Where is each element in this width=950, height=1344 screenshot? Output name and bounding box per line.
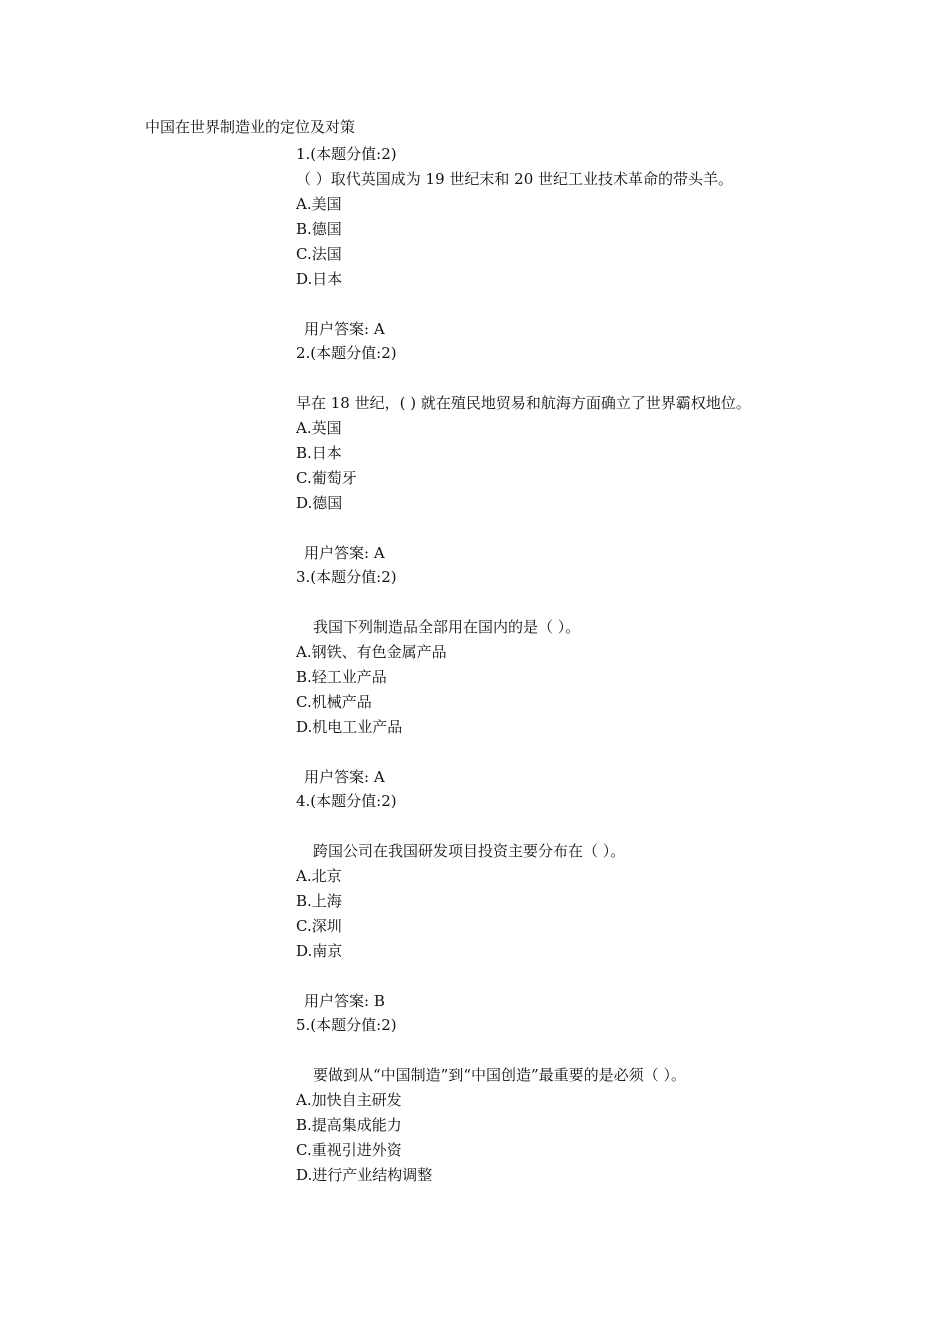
question-header: 4.(本题分值:2) bbox=[296, 792, 397, 810]
question-header: 3.(本题分值:2) bbox=[296, 568, 397, 586]
question-text: （ ）取代英国成为 19 世纪末和 20 世纪工业技术革命的带头羊。 bbox=[296, 170, 734, 188]
option-a: A.美国 bbox=[296, 195, 342, 213]
question-text: 要做到从“中国制造”到“中国创造”最重要的是必须（ ）。 bbox=[313, 1066, 686, 1084]
question-3 bbox=[296, 565, 896, 790]
option-b: B.日本 bbox=[296, 444, 342, 462]
option-a: A.加快自主研发 bbox=[296, 1091, 402, 1109]
question-text: 早在 18 世纪，( ) 就在殖民地贸易和航海方面确立了世界霸权地位。 bbox=[296, 394, 751, 412]
question-header: 1.(本题分值:2) bbox=[296, 145, 397, 163]
option-b: B.提高集成能力 bbox=[296, 1116, 402, 1134]
option-d: D.进行产业结构调整 bbox=[296, 1166, 433, 1184]
option-d: D.德国 bbox=[296, 494, 343, 512]
question-1 bbox=[296, 142, 896, 342]
option-b: B.上海 bbox=[296, 892, 342, 910]
document-title: 中国在世界制造业的定位及对策 bbox=[145, 118, 356, 136]
option-c: C.机械产品 bbox=[296, 693, 372, 711]
user-answer: 用户答案: B bbox=[304, 992, 385, 1010]
question-2 bbox=[296, 341, 896, 566]
option-d: D.日本 bbox=[296, 270, 343, 288]
option-d: D.机电工业产品 bbox=[296, 718, 403, 736]
option-c: C.深圳 bbox=[296, 917, 342, 935]
option-b: B.轻工业产品 bbox=[296, 668, 387, 686]
question-text: 我国下列制造品全部用在国内的是（ ）。 bbox=[313, 618, 581, 636]
option-c: C.法国 bbox=[296, 245, 342, 263]
option-d: D.南京 bbox=[296, 942, 343, 960]
option-a: A.北京 bbox=[296, 867, 342, 885]
option-a: A.英国 bbox=[296, 419, 342, 437]
question-header: 5.(本题分值:2) bbox=[296, 1016, 397, 1034]
user-answer: 用户答案: A bbox=[304, 768, 385, 786]
user-answer: 用户答案: A bbox=[304, 320, 385, 338]
question-text: 跨国公司在我国研发项目投资主要分布在（ ）。 bbox=[313, 842, 626, 860]
option-b: B.德国 bbox=[296, 220, 342, 238]
question-5 bbox=[296, 1013, 896, 1188]
user-answer: 用户答案: A bbox=[304, 544, 385, 562]
option-c: C.重视引进外资 bbox=[296, 1141, 402, 1159]
question-4 bbox=[296, 789, 896, 1014]
question-header: 2.(本题分值:2) bbox=[296, 344, 397, 362]
option-c: C.葡萄牙 bbox=[296, 469, 357, 487]
option-a: A.钢铁、有色金属产品 bbox=[296, 643, 447, 661]
